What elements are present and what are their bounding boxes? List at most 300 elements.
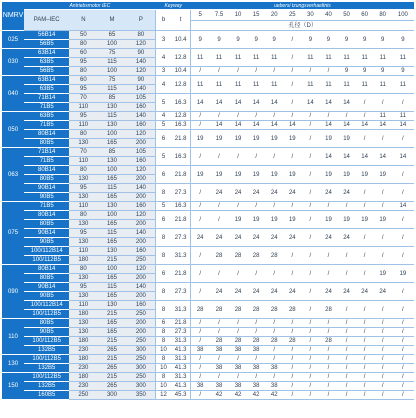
p-cell: 200	[127, 274, 156, 283]
m-cell: 115	[97, 184, 126, 193]
bore-cell: 14	[283, 121, 301, 130]
bore-cell: /	[392, 301, 414, 319]
bore-cell: /	[374, 319, 392, 328]
t-cell: 16.3	[171, 148, 191, 166]
bore-cell: 14	[392, 202, 414, 211]
table-row	[2, 49, 414, 58]
pam-cell: 80B5	[24, 274, 69, 283]
bore-cell: /	[191, 328, 209, 337]
bore-cell: /	[191, 121, 209, 130]
m-cell: 130	[97, 121, 126, 130]
m-cell: 130	[97, 202, 126, 211]
bore-cell: /	[283, 49, 301, 67]
bore-cell: /	[265, 346, 283, 355]
n-cell: 95	[69, 229, 97, 238]
bore-cell: /	[338, 364, 356, 373]
bore-cell: /	[374, 355, 392, 364]
m-cell: 265	[97, 382, 126, 391]
m-cell: 300	[97, 391, 126, 400]
bore-cell: /	[229, 328, 247, 337]
ratio-header: 15	[247, 10, 265, 21]
bore-cell: /	[191, 265, 209, 283]
p-cell: 140	[127, 229, 156, 238]
p-cell: 120	[127, 211, 156, 220]
bore-cell: /	[392, 373, 414, 382]
p-cell: 140	[127, 58, 156, 67]
b-cell: 8	[156, 373, 171, 382]
bore-cell: 9	[301, 31, 319, 49]
ratio-header: 100	[392, 10, 414, 21]
bore-cell: /	[265, 319, 283, 328]
bore-cell: /	[229, 202, 247, 211]
bore-cell: 11	[229, 76, 247, 94]
table-row	[2, 319, 414, 328]
pam-cell: 71B5	[24, 202, 69, 211]
bore-cell: /	[356, 355, 374, 364]
bore-cell: /	[209, 67, 229, 76]
bore-cell: 11	[356, 49, 374, 67]
bore-cell: 14	[319, 121, 337, 130]
bore-cell: 38	[229, 346, 247, 355]
table-row	[2, 211, 414, 220]
bore-cell: 9	[265, 31, 283, 49]
n-cell: 130	[69, 238, 97, 247]
pam-cell: 56B14	[24, 31, 69, 40]
n-cell: 230	[69, 346, 97, 355]
n-cell: 110	[69, 247, 97, 256]
bore-cell: 24	[229, 283, 247, 301]
bore-cell: 9	[338, 67, 356, 76]
bore-cell: 24	[319, 229, 337, 247]
pam-cell: 100/112B5	[24, 256, 69, 265]
bore-cell: /	[247, 112, 265, 121]
bore-cell: 14	[301, 94, 319, 112]
bore-cell: 24	[229, 184, 247, 202]
pam-cell: 71B5	[24, 121, 69, 130]
p-cell: 120	[127, 265, 156, 274]
pam-cell: 80B5	[24, 139, 69, 148]
table-row	[2, 202, 414, 211]
bore-cell: 19	[338, 166, 356, 184]
bore-cell: 11	[392, 49, 414, 67]
bore-cell: 24	[191, 229, 209, 247]
pam-cell: 100/112B5	[24, 355, 69, 364]
bore-cell: /	[283, 265, 301, 283]
bore-cell: /	[265, 67, 283, 76]
bore-cell: 28	[319, 301, 337, 319]
pam-cell: 80B14	[24, 265, 69, 274]
bore-cell: 42	[209, 391, 229, 400]
table-row	[2, 130, 414, 139]
n-cell: 130	[69, 274, 97, 283]
bore-cell: 24	[319, 283, 337, 301]
bore-cell: 24	[265, 283, 283, 301]
t-cell: 31.3	[171, 301, 191, 319]
ratio-header: 5	[191, 10, 209, 21]
bore-cell: /	[374, 202, 392, 211]
bore-cell: /	[301, 355, 319, 364]
bore-cell: 19	[209, 166, 229, 184]
table-row	[2, 148, 414, 157]
n-cell: 70	[69, 94, 97, 103]
p-cell: 120	[127, 166, 156, 175]
ratio-header: 20	[265, 10, 283, 21]
bore-cell: 28	[229, 301, 247, 319]
bore-cell: 38	[191, 382, 209, 391]
bore-cell: /	[356, 364, 374, 373]
b-cell: 8	[156, 328, 171, 337]
m-cell: 100	[97, 265, 126, 274]
bore-cell: 19	[229, 130, 247, 148]
bore-cell: 14	[265, 121, 283, 130]
m-cell: 85	[97, 148, 126, 157]
bore-cell: 14	[209, 121, 229, 130]
bore-cell: /	[209, 148, 229, 166]
m-cell: 100	[97, 40, 126, 49]
pam-cell: 80B14	[24, 211, 69, 220]
bore-cell: /	[374, 301, 392, 319]
bore-cell: 24	[247, 283, 265, 301]
pam-cell: 63B5	[24, 58, 69, 67]
bore-cell: /	[338, 265, 356, 283]
bore-cell: /	[301, 346, 319, 355]
m-cell: 165	[97, 193, 126, 202]
t-cell: 31.3	[171, 247, 191, 265]
bore-cell: /	[338, 391, 356, 400]
pam-cell: 132B5	[24, 364, 69, 373]
bore-cell: /	[283, 148, 301, 166]
bore-cell: /	[229, 319, 247, 328]
bore-cell: 14	[338, 148, 356, 166]
bore-cell: /	[392, 211, 414, 229]
bore-cell: 19	[338, 130, 356, 148]
m-cell: 265	[97, 346, 126, 355]
n-cell: 80	[69, 130, 97, 139]
pam-section-title: Antriebsmotor IEC	[24, 2, 156, 10]
p-cell: 250	[127, 373, 156, 382]
m-cell: 130	[97, 157, 126, 166]
b-cell: 8	[156, 283, 171, 301]
bore-cell: /	[191, 211, 209, 229]
bore-cell: /	[209, 319, 229, 328]
bore-cell: /	[229, 67, 247, 76]
pam-cell: 100/112B14	[24, 301, 69, 310]
bore-cell: /	[265, 202, 283, 211]
bore-cell: 11	[191, 49, 209, 67]
bore-cell: /	[392, 319, 414, 328]
ratio-header: 80	[374, 10, 392, 21]
p-cell: 140	[127, 184, 156, 193]
t-cell: 21.8	[171, 211, 191, 229]
m-cell: 165	[97, 319, 126, 328]
bore-cell: 11	[374, 76, 392, 94]
bore-cell: /	[374, 328, 392, 337]
p-cell: 300	[127, 346, 156, 355]
pam-cell: 100/112B14	[24, 247, 69, 256]
bore-cell: /	[338, 112, 356, 121]
bore-cell: 38	[209, 382, 229, 391]
bore-cell: /	[319, 112, 337, 121]
table-row	[2, 166, 414, 175]
pam-cell: 100/112B5	[24, 373, 69, 382]
pam-cell: 71B5	[24, 103, 69, 112]
p-cell: 160	[127, 157, 156, 166]
bore-cell: /	[265, 355, 283, 364]
bore-cell: /	[283, 391, 301, 400]
pam-cell: 100/112B5	[24, 310, 69, 319]
bore-cell: /	[191, 355, 209, 364]
size-cell: 050	[2, 112, 24, 148]
bore-cell: /	[356, 301, 374, 319]
bore-cell: /	[247, 328, 265, 337]
t-cell: 27.3	[171, 328, 191, 337]
bore-cell: /	[338, 337, 356, 346]
p-cell: 200	[127, 292, 156, 301]
table-row	[2, 382, 414, 391]
n-cell: 130	[69, 175, 97, 184]
bore-cell: /	[319, 265, 337, 283]
table-row	[2, 67, 414, 76]
m-cell: 165	[97, 292, 126, 301]
bore-cell: /	[191, 391, 209, 400]
bore-cell: /	[283, 31, 301, 49]
bore-cell: /	[301, 364, 319, 373]
t-cell: 10.4	[171, 31, 191, 49]
table-row	[2, 31, 414, 40]
n-cell: 50	[69, 31, 97, 40]
pam-cell: 80B5	[24, 319, 69, 328]
bore-cell: 14	[392, 148, 414, 166]
bore-cell: /	[338, 355, 356, 364]
ratio-header: 25	[283, 10, 301, 21]
pam-cell: 63B14	[24, 49, 69, 58]
bore-cell: 11	[338, 76, 356, 94]
bore-cell: 11	[209, 49, 229, 67]
bore-cell: 9	[209, 31, 229, 49]
m-cell: 165	[97, 220, 126, 229]
size-cell: 025	[2, 31, 24, 49]
bore-cell: 11	[319, 49, 337, 67]
pam-cell: 90B5	[24, 292, 69, 301]
ratio-header: 10	[229, 10, 247, 21]
n-cell: 130	[69, 220, 97, 229]
bore-cell: 28	[209, 247, 229, 265]
bore-cell: 14	[319, 148, 337, 166]
bore-cell: /	[319, 202, 337, 211]
bore-cell: /	[356, 346, 374, 355]
bore-cell: /	[356, 94, 374, 112]
t-cell: 16.3	[171, 202, 191, 211]
m-cell: 215	[97, 355, 126, 364]
n-cell: 95	[69, 112, 97, 121]
bore-cell: 14	[356, 148, 374, 166]
pam-cell: 63B5	[24, 85, 69, 94]
bore-cell: 38	[247, 382, 265, 391]
bore-cell: /	[301, 166, 319, 184]
bore-cell: 11	[247, 49, 265, 67]
pam-cell: 90B14	[24, 229, 69, 238]
m-cell: 165	[97, 139, 126, 148]
p-cell: 120	[127, 40, 156, 49]
bore-cell: /	[283, 67, 301, 76]
bore-cell: 14	[247, 121, 265, 130]
p-cell: 200	[127, 139, 156, 148]
bore-cell: /	[191, 283, 209, 301]
pam-cell: 71B14	[24, 148, 69, 157]
table-row	[2, 247, 414, 256]
bore-cell: 19	[374, 166, 392, 184]
size-cell: 090	[2, 265, 24, 319]
m-cell: 115	[97, 229, 126, 238]
n-cell: 250	[69, 391, 97, 400]
nmrv-header: NMRV	[2, 2, 24, 31]
b-cell: 4	[156, 49, 171, 67]
pam-cell: 90B5	[24, 238, 69, 247]
pam-cell: 56B5	[24, 67, 69, 76]
bore-cell: 11	[356, 76, 374, 94]
bore-cell: 24	[247, 184, 265, 202]
bore-cell: /	[209, 328, 229, 337]
bore-cell: /	[356, 247, 374, 265]
bore-cell: /	[283, 346, 301, 355]
bore-cell: 28	[229, 247, 247, 265]
p-column-header: P	[127, 10, 156, 31]
bore-cell: 19	[265, 211, 283, 229]
bore-cell: /	[392, 382, 414, 391]
t-cell: 10.4	[171, 67, 191, 76]
bore-cell: /	[301, 112, 319, 121]
bore-cell: 28	[265, 247, 283, 265]
t-cell: 41.3	[171, 382, 191, 391]
bore-cell: 14	[319, 94, 337, 112]
pam-cell: 132B5	[24, 382, 69, 391]
bore-cell: /	[191, 247, 209, 265]
ratio-header: 7.5	[209, 10, 229, 21]
n-cell: 180	[69, 256, 97, 265]
bore-cell: /	[338, 346, 356, 355]
b-cell: 5	[156, 121, 171, 130]
b-column-header: b	[156, 10, 171, 31]
bore-cell: 11	[301, 76, 319, 94]
table-row	[2, 112, 414, 121]
b-cell: 4	[156, 76, 171, 94]
bore-cell: 38	[265, 364, 283, 373]
pam-cell: 80B14	[24, 166, 69, 175]
n-cell: 95	[69, 184, 97, 193]
p-cell: 160	[127, 103, 156, 112]
n-cell: 230	[69, 364, 97, 373]
bore-cell: 11	[392, 112, 414, 121]
bore-cell: 19	[319, 166, 337, 184]
p-cell: 160	[127, 247, 156, 256]
bore-cell: 9	[392, 67, 414, 76]
bore-cell: /	[191, 373, 209, 382]
n-cell: 180	[69, 355, 97, 364]
bore-cell: 19	[247, 130, 265, 148]
ratio-header: 50	[338, 10, 356, 21]
bore-cell: 14	[247, 94, 265, 112]
p-cell: 250	[127, 337, 156, 346]
b-cell: 8	[156, 247, 171, 265]
bore-cell: 24	[319, 184, 337, 202]
bore-cell: 11	[265, 76, 283, 94]
t-cell: 12.8	[171, 49, 191, 67]
p-cell: 140	[127, 283, 156, 292]
bore-cell: 19	[191, 130, 209, 148]
bore-cell: 19	[283, 166, 301, 184]
bore-cell: 19	[392, 265, 414, 283]
bore-cell: 38	[229, 364, 247, 373]
bore-diameter-label: 孔径（D）	[191, 21, 414, 31]
bore-cell: /	[392, 337, 414, 346]
bore-cell: /	[356, 337, 374, 346]
bore-cell: /	[247, 148, 265, 166]
pam-cell: 71B14	[24, 94, 69, 103]
bore-cell: /	[265, 112, 283, 121]
t-cell: 27.3	[171, 184, 191, 202]
bore-cell: 14	[209, 94, 229, 112]
bore-cell: /	[374, 337, 392, 346]
table-row	[2, 391, 414, 400]
bore-cell: /	[356, 319, 374, 328]
bore-cell: /	[247, 355, 265, 364]
bore-cell: /	[374, 229, 392, 247]
bore-cell: /	[301, 202, 319, 211]
pam-cell: 90B14	[24, 283, 69, 292]
m-cell: 100	[97, 166, 126, 175]
bore-cell: /	[392, 94, 414, 112]
bore-cell: /	[392, 355, 414, 364]
bore-cell: 19	[265, 130, 283, 148]
b-cell: 8	[156, 337, 171, 346]
bore-cell: /	[283, 364, 301, 373]
bore-cell: 19	[283, 211, 301, 229]
bore-cell: /	[319, 382, 337, 391]
spec-table	[2, 2, 414, 400]
bore-cell: /	[191, 148, 209, 166]
bore-cell: 14	[229, 121, 247, 130]
pam-cell: 90B5	[24, 328, 69, 337]
m-cell: 215	[97, 256, 126, 265]
pam-cell: 71B5	[24, 157, 69, 166]
bore-cell: /	[229, 265, 247, 283]
n-cell: 130	[69, 139, 97, 148]
bore-cell: 9	[392, 31, 414, 49]
t-cell: 31.3	[171, 355, 191, 364]
bore-cell: 24	[229, 229, 247, 247]
bore-cell: /	[301, 67, 319, 76]
bore-cell: /	[301, 382, 319, 391]
table-row	[2, 373, 414, 382]
bore-cell: 24	[338, 184, 356, 202]
bore-cell: /	[374, 382, 392, 391]
bore-cell: /	[247, 319, 265, 328]
bore-cell: /	[392, 130, 414, 148]
bore-cell: /	[265, 148, 283, 166]
size-cell: 110	[2, 319, 24, 355]
b-cell: 8	[156, 229, 171, 247]
table-row	[2, 121, 414, 130]
bore-cell: /	[209, 202, 229, 211]
b-cell: 8	[156, 301, 171, 319]
n-cell: 80	[69, 265, 97, 274]
bore-cell: 19	[338, 211, 356, 229]
bore-cell: /	[338, 382, 356, 391]
bore-cell: 24	[209, 283, 229, 301]
table-row	[2, 364, 414, 373]
t-cell: 21.8	[171, 166, 191, 184]
t-cell: 27.3	[171, 229, 191, 247]
